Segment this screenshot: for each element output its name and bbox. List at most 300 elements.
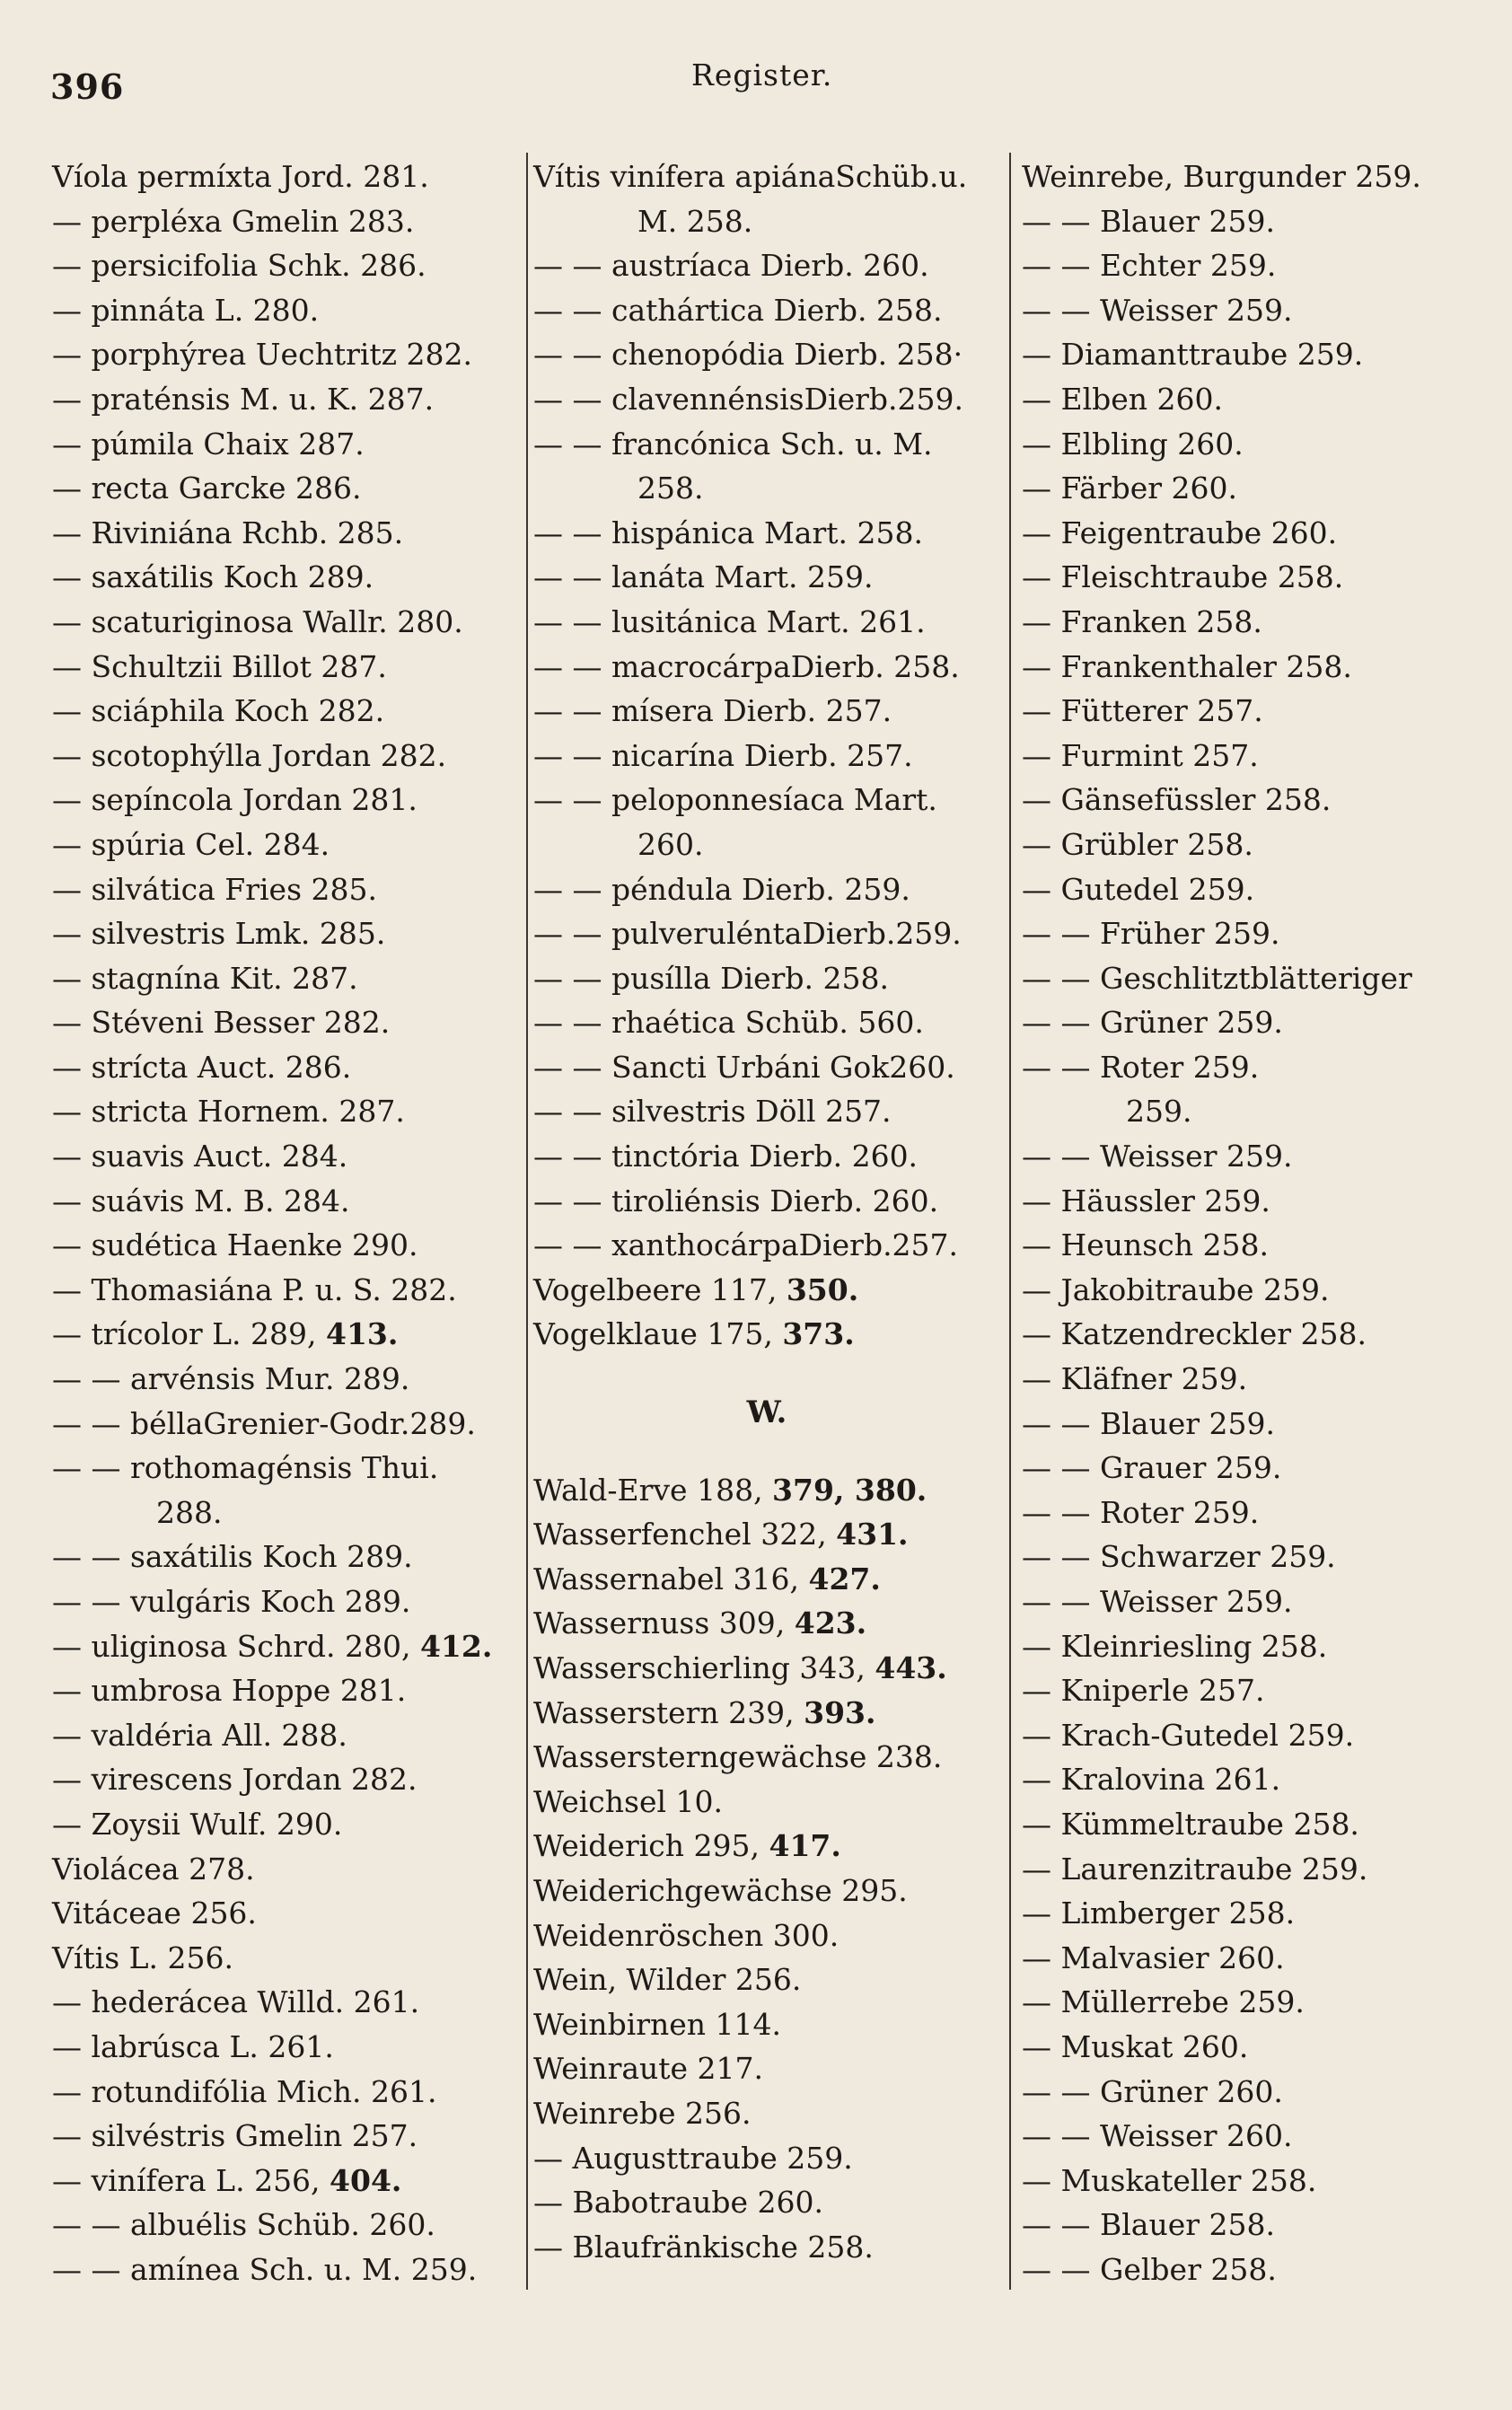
index-entry-text: — — tiroliénsis Dierb. 260. — [533, 1183, 939, 1218]
index-entry-text: — stagnína Kit. 287. — [52, 960, 358, 996]
index-entry-text: — Häussler 259. — [1022, 1183, 1270, 1218]
index-entry — [1022, 956, 1498, 1001]
index-entry-text: Vítis vinífera apiánaSchüb.u. — [533, 159, 968, 194]
index-entry — [533, 1134, 1000, 1179]
index-entry — [533, 956, 1000, 1001]
index-entry-bold-page: 393. — [804, 1694, 876, 1730]
index-entry-text: — Diamanttraube 259. — [1022, 337, 1364, 373]
index-entry — [533, 1179, 1000, 1224]
index-entry — [1022, 1446, 1498, 1491]
index-entry-text: — — Geschlitztblätteriger — [1022, 960, 1412, 996]
index-entry — [52, 288, 519, 333]
column-divider — [1009, 153, 1011, 2290]
index-entry-text: — — Grüner 259. — [1022, 1005, 1283, 1041]
index-entry — [1022, 1936, 1498, 1981]
index-entry-text: — Franken 258. — [1022, 603, 1262, 639]
index-entry — [533, 1089, 1000, 1134]
index-entry-text: — valdéria All. 288. — [52, 1717, 347, 1753]
index-entry — [1022, 422, 1498, 467]
index-entry — [52, 1802, 519, 1847]
index-entry — [533, 689, 1000, 734]
index-entry-text: — vinífera L. 256, — [52, 2162, 330, 2198]
index-entry — [52, 778, 519, 822]
index-entry — [1022, 288, 1498, 333]
index-entry-text: — silvéstris Gmelin 257. — [52, 2118, 418, 2154]
index-entry — [533, 1468, 1000, 1513]
index-column-1 — [52, 154, 519, 2292]
index-entry — [533, 911, 1000, 956]
index-entry-bold-page: 404. — [330, 2162, 402, 2198]
index-entry-text: — silvestris Lmk. 285. — [52, 916, 386, 952]
index-entry — [1022, 1757, 1498, 1802]
index-entry-text: 259. — [1126, 1094, 1192, 1130]
index-entry-text: — — péndula Dierb. 259. — [533, 871, 910, 907]
index-entry — [1022, 2159, 1498, 2203]
index-entry-text: — sciáphila Koch 282. — [52, 693, 385, 729]
index-entry-bold-page: 379, 380. — [772, 1472, 927, 1508]
index-entry — [1022, 1713, 1498, 1758]
index-entry — [1022, 2203, 1498, 2247]
index-entry-text: — — peloponnesíaca Mart. — [533, 782, 937, 818]
index-entry-text: — — béllaGrenier-Godr.289. — [52, 1405, 476, 1441]
index-entry — [1022, 600, 1498, 645]
index-entry-text: — scotophýlla Jordan 282. — [52, 737, 447, 773]
index-entry — [1022, 1535, 1498, 1579]
index-entry-text: — — Grüner 260. — [1022, 2073, 1283, 2109]
index-entry — [52, 511, 519, 556]
index-entry — [1022, 734, 1498, 778]
index-entry-text: — Krach-Gutedel 259. — [1022, 1717, 1355, 1753]
index-entry-text: Weiderich 295, — [533, 1828, 769, 1864]
index-entry — [533, 2046, 1000, 2091]
index-entry — [52, 1402, 519, 1447]
index-entry-text: 288. — [156, 1494, 223, 1530]
index-entry-text: — trícolor L. 289, — [52, 1316, 326, 1352]
index-entry — [1022, 2070, 1498, 2115]
index-entry-text: — Frankenthaler 258. — [1022, 648, 1352, 684]
index-entry — [52, 1757, 519, 1802]
index-entry — [52, 645, 519, 690]
index-entry — [1022, 1134, 1498, 1179]
index-entry-text: — Muskat 260. — [1022, 2028, 1249, 2064]
index-entry — [533, 1780, 1000, 1825]
index-entry — [533, 2136, 1000, 2181]
index-entry — [52, 1713, 519, 1758]
index-entry — [52, 2203, 519, 2247]
index-entry — [52, 2025, 519, 2070]
index-entry-text: — — silvestris Döll 257. — [533, 1094, 892, 1130]
index-entry-text: — saxátilis Koch 289. — [52, 559, 374, 595]
index-entry-text: — Furmint 257. — [1022, 737, 1259, 773]
section-letter: W. — [746, 1394, 787, 1431]
index-entry-text: — Grübler 258. — [1022, 826, 1253, 862]
index-entry-text: — Gutedel 259. — [1022, 871, 1255, 907]
index-entry-bold-page: 431. — [836, 1517, 909, 1552]
index-entry — [533, 377, 1000, 422]
index-entry — [1022, 689, 1498, 734]
index-entry — [533, 199, 1000, 244]
index-entry — [1022, 1802, 1498, 1847]
index-entry — [533, 1268, 1000, 1313]
index-entry-text: Vogelbeere 117, — [533, 1271, 787, 1307]
index-entry-text: — Riviniána Rchb. 285. — [52, 515, 404, 550]
index-entry — [52, 734, 519, 778]
index-entry — [1022, 377, 1498, 422]
index-entry-text: — — pulveruléntaDierb.259. — [533, 916, 962, 952]
index-entry — [1022, 1579, 1498, 1624]
index-entry — [52, 1179, 519, 1224]
index-entry-text: — Färber 260. — [1022, 471, 1237, 506]
index-entry-text: Weichsel 10. — [533, 1783, 724, 1819]
index-entry — [1022, 2114, 1498, 2159]
index-entry — [52, 2247, 519, 2292]
index-entry — [52, 243, 519, 288]
index-entry — [52, 466, 519, 511]
index-entry — [533, 645, 1000, 690]
index-entry — [52, 377, 519, 422]
index-entry-text: Weinrebe 256. — [533, 2095, 752, 2131]
index-entry — [1022, 243, 1498, 288]
index-entry-text: 260. — [637, 826, 704, 862]
index-entry-text: — stricta Hornem. 287. — [52, 1094, 405, 1130]
index-entry — [1022, 1179, 1498, 1224]
index-entry-text: — Stéveni Besser 282. — [52, 1005, 391, 1041]
index-entry — [52, 1891, 519, 1936]
index-entry-text: Wasserschierling 343, — [533, 1650, 875, 1685]
index-entry-text: — rotundifólia Mich. 261. — [52, 2073, 437, 2109]
index-entry — [533, 2002, 1000, 2047]
index-entry — [1022, 199, 1498, 244]
index-entry — [52, 1045, 519, 1090]
index-entry-text: — — Echter 259. — [1022, 248, 1277, 284]
index-entry — [1022, 1491, 1498, 1535]
index-entry-text: — Kümmeltraube 258. — [1022, 1806, 1359, 1842]
index-entry — [1022, 1268, 1498, 1313]
index-entry — [533, 1223, 1000, 1268]
index-column-3 — [1022, 154, 1498, 2292]
index-entry — [52, 1491, 519, 1535]
index-entry — [52, 1668, 519, 1713]
index-entry-text: Vitáceae 256. — [52, 1895, 257, 1931]
index-entry-text: — praténsis M. u. K. 287. — [52, 381, 435, 417]
index-entry — [1022, 1045, 1498, 1090]
index-entry — [52, 332, 519, 377]
index-entry-text: — — Schwarzer 259. — [1022, 1539, 1336, 1575]
index-entry — [533, 778, 1000, 822]
index-entry-text: — Katzendreckler 258. — [1022, 1316, 1367, 1352]
index-entry — [533, 2180, 1000, 2225]
index-entry-text: Violácea 278. — [52, 1851, 255, 1887]
index-entry — [533, 511, 1000, 556]
index-entry-text: — sudética Haenke 290. — [52, 1227, 418, 1263]
index-entry-text: — — saxátilis Koch 289. — [52, 1539, 413, 1575]
index-entry-text: — hederácea Willd. 261. — [52, 1984, 420, 2020]
index-entry-text: — porphýrea Uechtritz 282. — [52, 337, 473, 373]
index-entry — [533, 154, 1000, 199]
index-entry — [533, 1601, 1000, 1646]
index-entry-text: — — mísera Dierb. 257. — [533, 693, 892, 729]
index-entry — [52, 1624, 519, 1669]
index-entry — [1022, 645, 1498, 690]
index-entry-text: Weidenröschen 300. — [533, 1917, 840, 1953]
index-entry-text: — — Weisser 259. — [1022, 292, 1293, 328]
index-entry — [52, 1579, 519, 1624]
index-entry — [533, 1557, 1000, 1602]
index-entry — [533, 867, 1000, 912]
index-entry-text: M. 258. — [637, 203, 753, 239]
index-entry-bold-page: 413. — [325, 1316, 399, 1352]
index-entry-text: — Zoysii Wulf. 290. — [52, 1806, 343, 1842]
index-entry — [1022, 1668, 1498, 1713]
index-entry — [1022, 822, 1498, 867]
index-entry-bold-page: 412. — [419, 1628, 493, 1664]
index-entry-text: — suavis Auct. 284. — [52, 1139, 348, 1174]
index-entry-text: — Muskateller 258. — [1022, 2162, 1317, 2198]
page-number: 396 — [50, 66, 125, 107]
index-entry — [533, 2091, 1000, 2136]
index-entry-text: — — macrocárpaDierb. 258. — [533, 648, 960, 684]
index-entry — [52, 1535, 519, 1579]
index-entry — [52, 1936, 519, 1981]
index-entry-text: — strícta Auct. 286. — [52, 1049, 352, 1085]
index-entry-text: — Gänsefüssler 258. — [1022, 782, 1332, 818]
index-entry-text: Wassernabel 316, — [533, 1561, 809, 1596]
index-entry — [533, 1045, 1000, 1090]
index-entry — [1022, 1089, 1498, 1134]
index-entry-text: Wassernuss 309, — [533, 1605, 795, 1641]
index-entry-text: Weinbirnen 114. — [533, 2006, 782, 2042]
index-entry — [533, 1869, 1000, 1913]
index-entry-text: — — Blauer 259. — [1022, 203, 1275, 239]
index-entry-text: — Kläfner 259. — [1022, 1361, 1248, 1397]
index-entry-text: Vítis L. 256. — [52, 1939, 233, 1975]
index-entry — [1022, 2025, 1498, 2070]
index-entry-text: — — xanthocárpaDierb.257. — [533, 1227, 959, 1263]
column-divider — [526, 153, 528, 2290]
index-entry-text: — Blaufränkische 258. — [533, 2229, 874, 2265]
index-entry-text: — spúria Cel. 284. — [52, 826, 330, 862]
index-entry — [1022, 511, 1498, 556]
index-entry-text: — — Blauer 258. — [1022, 2207, 1275, 2243]
index-entry — [1022, 1402, 1498, 1447]
index-entry — [533, 1646, 1000, 1691]
index-entry-text: — umbrosa Hoppe 281. — [52, 1673, 407, 1709]
index-entry-text: — — rothomagénsis Thui. — [52, 1450, 439, 1486]
index-entry — [52, 1000, 519, 1045]
index-entry — [52, 600, 519, 645]
index-entry-text: — — francónica Sch. u. M. — [533, 426, 933, 462]
index-entry-text: — Babotraube 260. — [533, 2185, 823, 2221]
index-entry-text: — — rhaética Schüb. 560. — [533, 1005, 924, 1041]
index-entry — [52, 199, 519, 244]
index-entry-text: — — Sancti Urbáni Gok260. — [533, 1049, 955, 1085]
index-entry-text: — — lusitánica Mart. 261. — [533, 603, 926, 639]
index-entry-text: Wasserstern 239, — [533, 1694, 804, 1730]
index-entry-text: — Kleinriesling 258. — [1022, 1628, 1328, 1664]
index-entry-text: — — hispánica Mart. 258. — [533, 515, 923, 550]
index-entry — [1022, 1312, 1498, 1357]
index-entry-text: — púmila Chaix 287. — [52, 426, 365, 462]
index-entry — [533, 1824, 1000, 1869]
index-entry-text: — recta Garcke 286. — [52, 471, 362, 506]
index-entry — [533, 332, 1000, 377]
index-entry — [1022, 911, 1498, 956]
index-entry — [1022, 867, 1498, 912]
page-title: Register. — [691, 57, 833, 92]
index-entry-text: — — Roter 259. — [1022, 1049, 1260, 1085]
index-entry-text: — scaturiginosa Wallr. 280. — [52, 603, 463, 639]
index-entry-text: — — pusílla Dierb. 258. — [533, 960, 890, 996]
index-entry-text: — Müllerrebe 259. — [1022, 1984, 1305, 2020]
index-entry — [1022, 1624, 1498, 1669]
index-entry — [533, 822, 1000, 867]
index-entry-bold-page: 350. — [786, 1271, 859, 1307]
index-entry — [52, 1268, 519, 1313]
index-entry-text: Vogelklaue 175, — [533, 1316, 783, 1352]
index-entry-text: — Fütterer 257. — [1022, 693, 1263, 729]
index-entry — [533, 288, 1000, 333]
index-entry — [1022, 332, 1498, 377]
index-entry — [52, 1357, 519, 1402]
index-entry — [52, 689, 519, 734]
index-entry-text: — — amínea Sch. u. M. 259. — [52, 2251, 478, 2287]
index-entry-text: — Elben 260. — [1022, 381, 1224, 417]
index-entry — [533, 1735, 1000, 1780]
index-entry-text: — — austríaca Dierb. 260. — [533, 248, 929, 284]
index-entry-text: — — Roter 259. — [1022, 1494, 1260, 1530]
index-entry — [533, 422, 1000, 467]
index-entry-text: — — Blauer 259. — [1022, 1405, 1275, 1441]
index-entry-text: — Augusttraube 259. — [533, 2140, 853, 2176]
index-entry-text: Wassersterngewächse 238. — [533, 1739, 943, 1775]
index-entry — [533, 1000, 1000, 1045]
index-entry — [52, 1980, 519, 2025]
index-entry-text: Wald-Erve 188, — [533, 1472, 773, 1508]
index-entry-text: — Laurenzitraube 259. — [1022, 1851, 1368, 1887]
index-entry — [52, 867, 519, 912]
index-entry-text: — — clavennénsisDierb.259. — [533, 381, 963, 417]
index-entry-bold-page: 427. — [808, 1561, 881, 1596]
index-entry — [533, 2225, 1000, 2270]
index-entry — [52, 1847, 519, 1892]
index-entry — [52, 1446, 519, 1491]
index-entry-text: — — tinctória Dierb. 260. — [533, 1139, 919, 1174]
index-entry — [533, 555, 1000, 600]
index-entry-text: Weiderichgewächse 295. — [533, 1872, 908, 1908]
index-entry — [52, 422, 519, 467]
index-entry-bold-page: 423. — [794, 1605, 867, 1641]
index-entry — [52, 555, 519, 600]
index-entry — [1022, 1847, 1498, 1892]
index-column-2 — [533, 154, 1000, 2269]
index-entry-text: — Fleischtraube 258. — [1022, 559, 1344, 595]
index-entry-text: — — arvénsis Mur. 289. — [52, 1361, 410, 1397]
index-entry — [1022, 466, 1498, 511]
index-entry — [533, 600, 1000, 645]
index-entry — [533, 1691, 1000, 1736]
index-entry-text: — — Grauer 259. — [1022, 1450, 1282, 1486]
index-entry-text: — — nicarína Dierb. 257. — [533, 737, 913, 773]
index-entry — [52, 956, 519, 1001]
index-entry — [533, 1957, 1000, 2002]
index-entry-text: — — vulgáris Koch 289. — [52, 1584, 411, 1619]
index-entry — [52, 1134, 519, 1179]
index-entry-text: — uliginosa Schrd. 280, — [52, 1628, 420, 1664]
index-entry-bold-page: 443. — [875, 1650, 947, 1685]
index-entry-text: — pinnáta L. 280. — [52, 292, 320, 328]
index-entry-text: — suávis M. B. 284. — [52, 1183, 350, 1218]
index-entry — [1022, 555, 1498, 600]
index-entry — [533, 1312, 1000, 1357]
index-entry-text: — labrúsca L. 261. — [52, 2028, 334, 2064]
index-entry-text: — — Gelber 258. — [1022, 2251, 1277, 2287]
index-entry — [533, 243, 1000, 288]
index-entry — [1022, 154, 1498, 199]
index-entry-text: Weinraute 217. — [533, 2051, 764, 2087]
index-entry — [52, 911, 519, 956]
index-entry-text: — — Weisser 259. — [1022, 1139, 1293, 1174]
index-entry-text: Wein, Wilder 256. — [533, 1962, 802, 1998]
index-entry-bold-page: 417. — [769, 1828, 841, 1864]
index-entry-text: — Limberger 258. — [1022, 1895, 1296, 1931]
index-entry-text: 258. — [637, 471, 704, 506]
index-entry — [533, 1512, 1000, 1557]
index-entry — [52, 822, 519, 867]
index-entry — [1022, 1891, 1498, 1936]
index-entry-text: — Thomasiána P. u. S. 282. — [52, 1271, 457, 1307]
index-entry — [1022, 1980, 1498, 2025]
index-entry-text: — Feigentraube 260. — [1022, 515, 1338, 550]
index-entry-text: — Schultzii Billot 287. — [52, 648, 387, 684]
index-entry-text: — Jakobitraube 259. — [1022, 1271, 1330, 1307]
index-entry — [52, 1223, 519, 1268]
index-entry — [1022, 778, 1498, 822]
index-entry — [533, 466, 1000, 511]
index-entry-text: Víola permíxta Jord. 281. — [52, 159, 429, 194]
index-entry-text: — Kralovina 261. — [1022, 1762, 1281, 1798]
index-entry — [533, 1913, 1000, 1958]
index-entry-text: — silvática Fries 285. — [52, 871, 377, 907]
index-entry — [52, 1089, 519, 1134]
index-entry-text: — Elbling 260. — [1022, 426, 1244, 462]
index-entry — [52, 154, 519, 199]
index-entry-text: — — chenopódia Dierb. 258· — [533, 337, 963, 373]
index-entry-text: — — Früher 259. — [1022, 916, 1280, 952]
index-entry — [52, 2159, 519, 2203]
index-entry-text: — — Weisser 260. — [1022, 2118, 1293, 2154]
index-entry-text: — — cathártica Dierb. 258. — [533, 292, 943, 328]
index-entry-text: Weinrebe, Burgunder 259. — [1022, 159, 1421, 194]
index-entry — [1022, 2247, 1498, 2292]
index-entry — [1022, 1000, 1498, 1045]
index-entry-text: — sepíncola Jordan 281. — [52, 782, 418, 818]
index-entry — [1022, 1223, 1498, 1268]
index-entry-text: — Heunsch 258. — [1022, 1227, 1269, 1263]
index-entry — [533, 734, 1000, 778]
index-entry-text: — Malvasier 260. — [1022, 1939, 1285, 1975]
index-entry-text: Wasserfenchel 322, — [533, 1517, 837, 1552]
index-entry — [52, 2114, 519, 2159]
index-entry — [52, 2070, 519, 2115]
index-entry-text: — — albuélis Schüb. 260. — [52, 2207, 435, 2243]
index-entry — [52, 1312, 519, 1357]
index-entry-text: — — Weisser 259. — [1022, 1584, 1293, 1619]
index-entry-text: — virescens Jordan 282. — [52, 1762, 418, 1798]
index-entry-text: — Kniperle 257. — [1022, 1673, 1265, 1709]
index-entry-text: — — lanáta Mart. 259. — [533, 559, 874, 595]
index-entry-text: — persicifolia Schk. 286. — [52, 248, 426, 284]
index-entry — [1022, 1357, 1498, 1402]
